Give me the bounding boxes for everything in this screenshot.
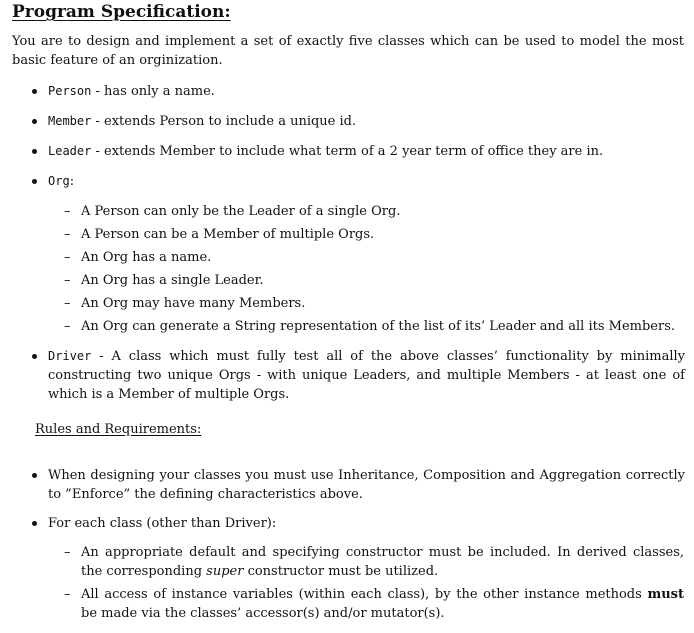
dash-icon: –	[64, 250, 71, 265]
list-item	[35, 112, 685, 131]
list-item	[35, 82, 685, 101]
intro-paragraph: You are to design and implement a set of exactly five classes which can be used to model the most basic feature of an orginization.	[12, 34, 684, 68]
dash-icon: –	[64, 296, 71, 311]
bullet-icon	[32, 179, 37, 184]
class-rule-text	[81, 585, 684, 623]
list-item	[35, 172, 685, 191]
list-item	[66, 248, 684, 267]
class-name: Driver	[48, 349, 92, 363]
rule-text: For each class (other than Driver):	[48, 516, 277, 531]
class-name: Leader	[48, 144, 92, 158]
class-description: - has only a name.	[91, 84, 215, 99]
bullet-icon	[32, 89, 37, 94]
bullet-icon	[32, 119, 37, 124]
list-item	[66, 202, 684, 221]
rule-text: When designing your classes you must use Inheritance, Composition and Aggregation correctly to ”Enforce” the defining characteristics above.	[48, 468, 685, 502]
list-item	[66, 317, 684, 336]
org-point: An Org has a single Leader.	[81, 273, 264, 288]
dash-icon: –	[64, 545, 71, 560]
list-item	[66, 585, 684, 623]
bullet-icon	[32, 149, 37, 154]
dash-icon: –	[64, 227, 71, 242]
class-name: Member	[48, 114, 92, 128]
class-description: :	[69, 174, 75, 189]
list-item	[66, 294, 684, 313]
class-rule-part: All access of instance variables (within each class), by the other instance methods	[81, 587, 648, 602]
dash-icon: –	[64, 319, 71, 334]
org-point: An Org has a name.	[81, 250, 212, 265]
page-title: Program Specification:	[12, 2, 231, 22]
dash-icon: –	[64, 204, 71, 219]
org-point: A Person can be a Member of multiple Orgs.	[81, 227, 375, 242]
class-rule-strong: must	[647, 587, 684, 602]
class-description: - extends Member to include what term of a 2 year term of office they are in.	[91, 144, 604, 159]
bullet-icon	[32, 521, 37, 526]
list-item	[35, 514, 685, 533]
list-item	[35, 466, 685, 504]
class-rule-part: be made via the classes’ accessor(s) and/or mutator(s).	[81, 606, 445, 621]
rules-heading: Rules and Requirements:	[35, 422, 202, 437]
class-rule-part: An appropriate default and specifying constructor must be included. In derived classes, the corresponding	[81, 545, 684, 579]
bullet-icon	[32, 354, 37, 359]
list-item	[35, 347, 685, 404]
class-description: - A class which must fully test all of the above classes’ functionality by minimally constructing two unique Orgs - with unique Leaders, and multiple Members - at least one of which is a Member of multiple Orgs.	[48, 349, 685, 402]
dash-icon: –	[64, 587, 71, 602]
org-point: An Org may have many Members.	[81, 296, 306, 311]
list-item	[35, 142, 685, 161]
org-point: An Org can generate a String representation of the list of its’ Leader and all its Members.	[81, 319, 676, 334]
class-rule-part: constructor must be utilized.	[243, 564, 439, 579]
dash-icon: –	[64, 273, 71, 288]
class-description: - extends Person to include a unique id.	[91, 114, 357, 129]
class-rule-emphasis: super	[206, 564, 244, 579]
list-item	[66, 543, 684, 581]
list-item	[66, 225, 684, 244]
list-item	[66, 271, 684, 290]
class-rule-text	[81, 543, 684, 581]
class-name: Person	[48, 84, 92, 98]
bullet-icon	[32, 473, 37, 478]
class-name: Org	[48, 174, 70, 188]
org-point: A Person can only be the Leader of a single Org.	[81, 204, 401, 219]
